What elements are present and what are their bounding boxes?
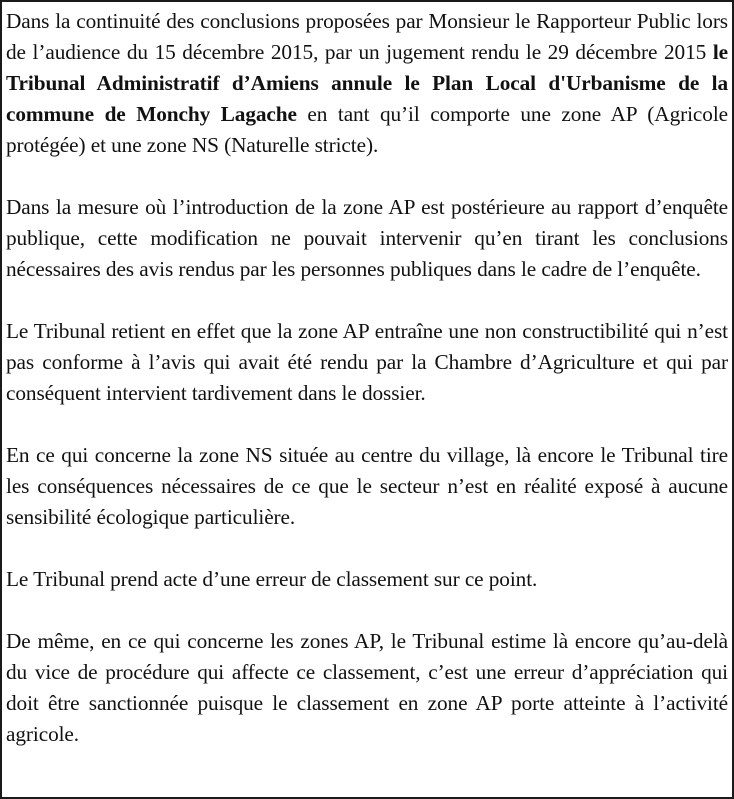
paragraph-zone-ns: En ce qui concerne la zone NS située au centre du village, là encore le Tribunal tire les conséquences nécessaires de ce que le secteur n’est en réalité exposé à aucune sensibilité écologique particulière.	[6, 443, 728, 529]
paragraph-judgment	[6, 6, 728, 161]
paragraph-judgment-intro: Dans la continuité des conclusions proposées par Monsieur le Rapporteur Public lors de l’audience du 15 décembre 2015, par un jugement rendu le 29 décembre 2015	[6, 9, 728, 64]
paragraph-classification-error: Le Tribunal prend acte d’une erreur de classement sur ce point.	[6, 567, 538, 591]
paragraph-zone-ap-constructibility: Le Tribunal retient en effet que la zone AP entraîne une non constructibilité qui n’est pas conforme à l’avis qui avait été rendu par la Chambre d’Agriculture et qui par conséquent intervient tardivement dans le dossier.	[6, 319, 728, 405]
paragraph-judgment-outro: en tant qu’il comporte une zone AP (Agricole protégée) et une zone NS (Naturelle stricte).	[6, 102, 729, 157]
paragraph-zone-ap-procedure: Dans la mesure où l’introduction de la zone AP est postérieure au rapport d’enquête publique, cette modification ne pouvait intervenir qu’en tirant les conclusions nécessaires des avis rendus par les personnes publiques dans le cadre de l’enquête.	[6, 195, 728, 281]
paragraph-zones-ap-appreciation: De même, en ce qui concerne les zones AP, le Tribunal estime là encore qu’au-delà du vice de procédure qui affecte ce classement, c’est une erreur d’appréciation qui doit être sanctionnée puisque le classement en zone AP porte atteinte à l’activité agricole.	[6, 629, 728, 746]
paragraph-judgment-bold-ruling: le Tribunal Administratif d’Amiens annule le Plan Local d'Urbanisme de la commune de Monchy Lagache	[6, 40, 728, 126]
